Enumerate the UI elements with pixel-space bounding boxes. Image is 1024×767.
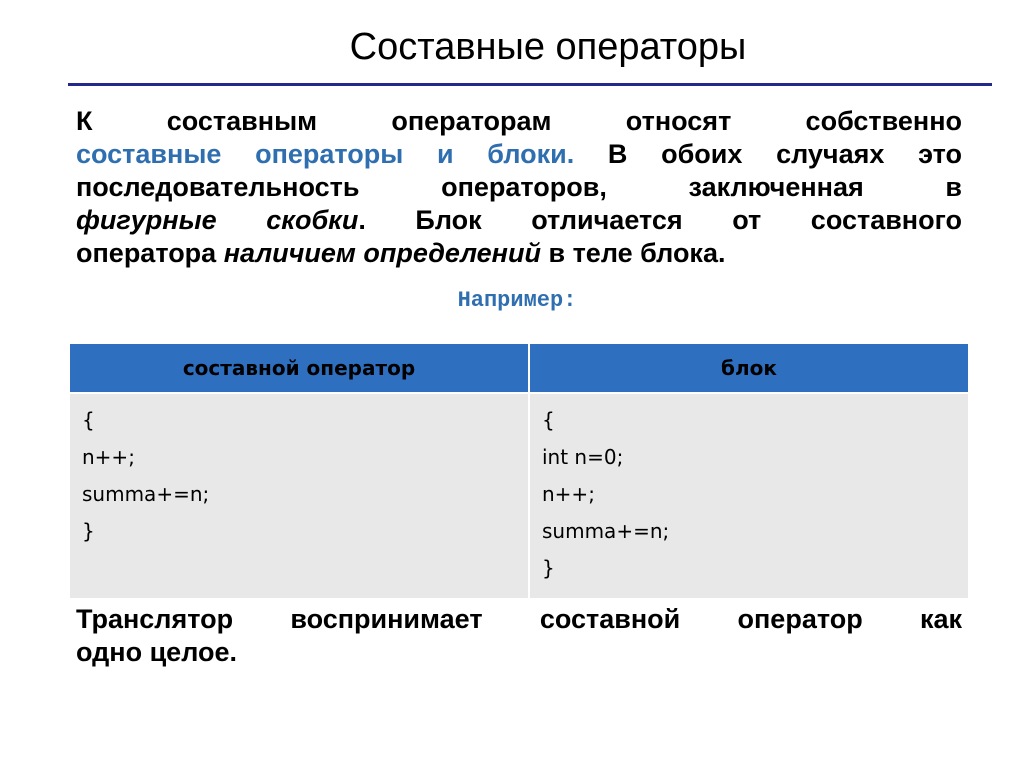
intro-line-5 [76, 237, 962, 270]
code-line: int n=0; [542, 445, 624, 469]
code-line: summa+=n; [542, 519, 670, 543]
slide-title: Составные операторы [349, 26, 747, 68]
intro-line-5-start: оператора [76, 238, 224, 268]
definitions-term: наличием определений [223, 238, 541, 268]
code-line: { [542, 408, 555, 432]
block-code [529, 393, 968, 598]
code-line: } [82, 519, 95, 543]
code-line: n++; [82, 445, 135, 469]
table-header-row [70, 344, 968, 393]
header-compound-operator: составной оператор [70, 344, 529, 393]
outro-line-2: одно целое. [76, 637, 237, 667]
intro-line-2-rest: В обоих случаях это [574, 139, 962, 169]
header-block: блок [529, 344, 968, 393]
outro-paragraph [76, 603, 962, 669]
code-line: summa+=n; [82, 482, 210, 506]
example-label: Например: [457, 288, 577, 313]
code-line: } [542, 556, 555, 580]
intro-line-4-rest: . Блок отличается от составного [358, 205, 962, 235]
intro-line-2 [76, 138, 962, 171]
code-line: n++; [542, 482, 595, 506]
intro-paragraph [76, 105, 962, 270]
intro-line-5-end: в теле блока. [540, 238, 726, 268]
intro-line-4 [76, 204, 962, 237]
compound-and-blocks-highlight: составные операторы и блоки. [76, 139, 575, 169]
outro-line-1: Транслятор воспринимает составной оператор как [76, 604, 962, 634]
curly-braces-term: фигурные скобки [76, 205, 359, 235]
comparison-table [70, 344, 968, 598]
code-line: { [82, 408, 95, 432]
compound-operator-code [70, 393, 529, 598]
title-divider [68, 83, 992, 86]
table-row [70, 393, 968, 598]
intro-line-3: последовательность операторов, заключенная в [76, 172, 962, 202]
intro-line-1: К составным операторам относят собственно [76, 106, 962, 136]
